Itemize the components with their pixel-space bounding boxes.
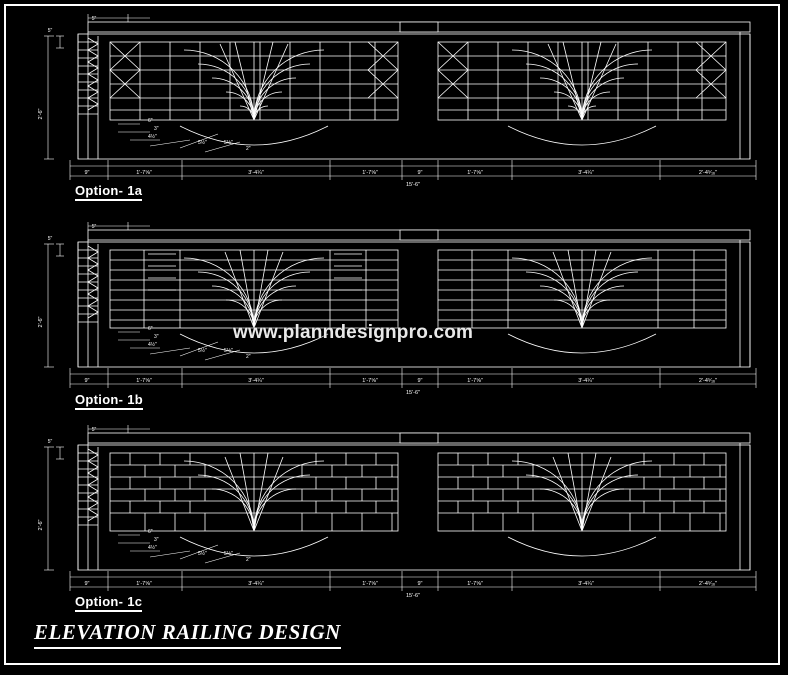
svg-text:9": 9" — [417, 170, 423, 176]
svg-text:2'-6": 2'-6" — [38, 519, 44, 531]
svg-text:3": 3" — [154, 334, 159, 340]
railing-elevation-svg-1a — [30, 14, 760, 189]
svg-text:2": 2" — [246, 557, 251, 563]
svg-text:1'-7⅝": 1'-7⅝" — [362, 581, 378, 587]
svg-text:2'-4⁵⁄₁₆": 2'-4⁵⁄₁₆" — [698, 581, 718, 587]
svg-text:9": 9" — [84, 581, 90, 587]
svg-text:5": 5" — [91, 427, 97, 433]
svg-text:1'-7⅝": 1'-7⅝" — [467, 378, 483, 384]
svg-text:2'-6": 2'-6" — [38, 316, 44, 328]
svg-text:1'-7⅝": 1'-7⅝" — [467, 581, 483, 587]
svg-text:1'-7⅝": 1'-7⅝" — [467, 170, 483, 176]
svg-text:5½": 5½" — [224, 140, 233, 146]
svg-text:3": 3" — [154, 537, 159, 543]
svg-text:6": 6" — [148, 529, 153, 535]
svg-text:2": 2" — [246, 354, 251, 360]
svg-text:6": 6" — [148, 118, 153, 124]
option-label-1c: Option- 1c — [75, 594, 142, 612]
svg-text:9": 9" — [417, 581, 423, 587]
svg-text:5": 5" — [91, 224, 97, 230]
svg-text:3'-4¼": 3'-4¼" — [248, 581, 264, 587]
elevation-drawing-option-1c — [30, 425, 760, 600]
svg-text:4½": 4½" — [148, 134, 157, 140]
svg-text:5½": 5½" — [198, 140, 207, 146]
elevation-drawing-option-1a — [30, 14, 760, 189]
watermark-text: www.planndesignpro.com — [233, 322, 474, 343]
svg-text:3'-4¼": 3'-4¼" — [578, 170, 594, 176]
svg-text:1'-7⅝": 1'-7⅝" — [136, 378, 152, 384]
railing-elevation-svg-1c — [30, 425, 760, 600]
svg-text:3'-4¼": 3'-4¼" — [248, 378, 264, 384]
svg-text:4½": 4½" — [148, 342, 157, 348]
svg-text:3'-4¼": 3'-4¼" — [248, 170, 264, 176]
svg-text:3": 3" — [154, 126, 159, 132]
svg-text:1'-7⅝": 1'-7⅝" — [136, 170, 152, 176]
svg-text:15'-6": 15'-6" — [405, 182, 421, 188]
drawing-title: ELEVATION RAILING DESIGN — [34, 620, 341, 649]
svg-text:5½": 5½" — [198, 348, 207, 354]
svg-text:2'-6": 2'-6" — [38, 108, 44, 120]
svg-text:1'-7⅝": 1'-7⅝" — [136, 581, 152, 587]
svg-text:9": 9" — [84, 170, 90, 176]
svg-text:2'-4⁵⁄₁₆": 2'-4⁵⁄₁₆" — [698, 170, 718, 176]
svg-text:1'-7⅝": 1'-7⅝" — [362, 378, 378, 384]
option-label-1a: Option- 1a — [75, 183, 142, 201]
svg-text:5": 5" — [91, 16, 97, 22]
svg-text:5": 5" — [47, 439, 53, 445]
svg-text:1'-7⅝": 1'-7⅝" — [362, 170, 378, 176]
svg-text:2": 2" — [246, 146, 251, 152]
svg-text:2'-4⁵⁄₁₆": 2'-4⁵⁄₁₆" — [698, 378, 718, 384]
elevation-drawing-option-1b — [30, 222, 760, 397]
svg-text:15'-6": 15'-6" — [405, 593, 421, 599]
svg-text:5": 5" — [47, 28, 53, 34]
svg-text:5½": 5½" — [198, 551, 207, 557]
svg-text:5": 5" — [47, 236, 53, 242]
svg-text:9": 9" — [84, 378, 90, 384]
option-label-1b: Option- 1b — [75, 392, 143, 410]
railing-elevation-svg-1b — [30, 222, 760, 397]
svg-text:3'-4¼": 3'-4¼" — [578, 581, 594, 587]
svg-text:5½": 5½" — [224, 348, 233, 354]
svg-text:15'-6": 15'-6" — [405, 390, 421, 396]
svg-text:5½": 5½" — [224, 551, 233, 557]
svg-text:6": 6" — [148, 326, 153, 332]
svg-text:9": 9" — [417, 378, 423, 384]
svg-text:4½": 4½" — [148, 545, 157, 551]
svg-text:3'-4¼": 3'-4¼" — [578, 378, 594, 384]
